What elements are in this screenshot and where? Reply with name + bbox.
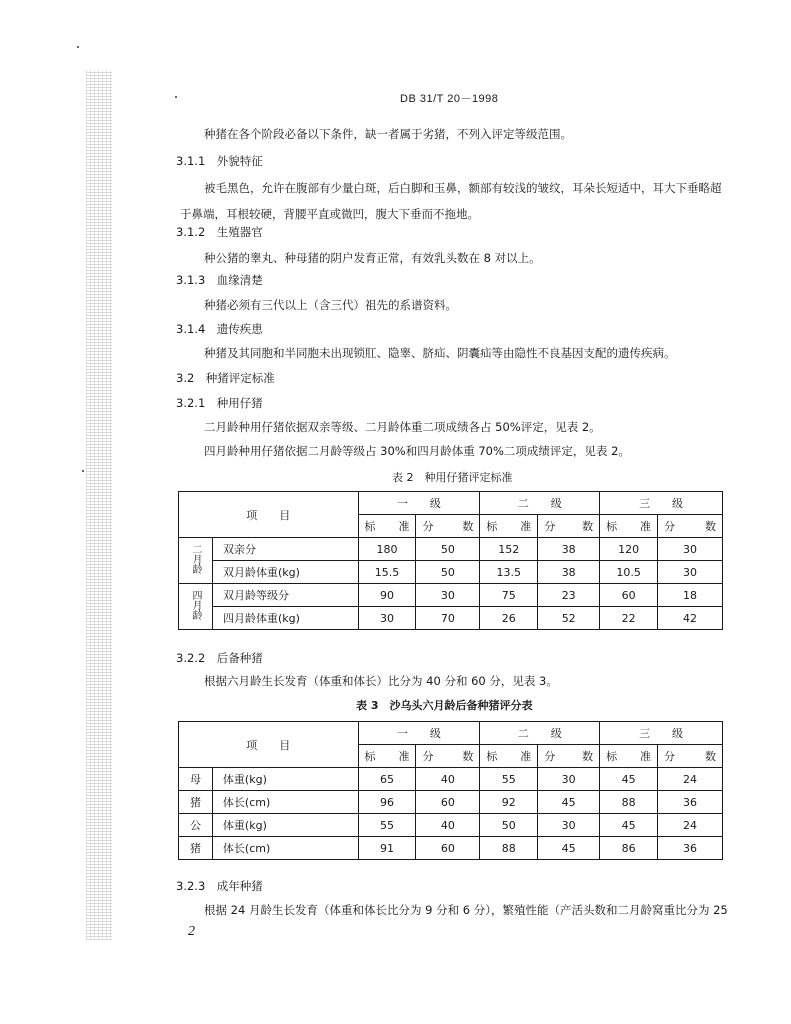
- table-3-cell: 36: [658, 837, 723, 860]
- table-3-cell: 60: [416, 791, 480, 814]
- section-3-2-3-title: 3.2.3 成年种猪: [176, 879, 263, 893]
- table-3-cell: 65: [358, 768, 416, 791]
- section-3-2-3-text: 根据 24 月龄生长发育（体重和体长比分为 9 分和 6 分），繁殖性能（产活头数和二月龄窝重比分为 25: [204, 903, 728, 917]
- table-2-grade-2: 二 级: [480, 492, 600, 515]
- table-2-item: 双月龄等级分: [212, 584, 358, 607]
- table-3-cell: 36: [658, 791, 723, 814]
- section-3-2-2-title: 3.2.2 后备种猪: [176, 651, 263, 665]
- table-3-cell: 24: [658, 768, 723, 791]
- section-3-1-4-title: 3.1.4 遗传疾患: [176, 322, 263, 336]
- section-3-1-3-text: 种猪必须有三代以上（含三代）祖先的系谱资料。: [204, 298, 457, 312]
- scan-edge-artifact: [86, 70, 112, 940]
- table-2-item-header: 项 目: [179, 492, 359, 538]
- table-3-cell: 45: [600, 768, 658, 791]
- table-3-item-header: 项 目: [179, 722, 359, 768]
- table-2-sub-score: 分 数: [658, 515, 723, 538]
- table-3-cell: 45: [538, 837, 600, 860]
- section-3-1-1-title: 3.1.1 外貌特征: [176, 154, 263, 168]
- section-3-1-3-title: 3.1.3 血缘清楚: [176, 273, 263, 287]
- intro-text: 种猪在各个阶段必备以下条件，缺一者属于劣猪，不列入评定等级范围。: [204, 127, 572, 141]
- table-3-group-label: 母: [179, 768, 213, 791]
- table-3-item: 体重(kg): [212, 814, 358, 837]
- document-code: DB 31/T 20－1998: [400, 93, 499, 105]
- table-3-cell: 88: [480, 837, 538, 860]
- table-2-cell: 90: [358, 584, 416, 607]
- table-3-item: 体长(cm): [212, 791, 358, 814]
- table-2: [178, 491, 723, 630]
- table-2-cell: 38: [538, 538, 600, 561]
- table-3-grade-1: 一 级: [358, 722, 480, 745]
- table-2-cell: 30: [658, 561, 723, 584]
- table-3-cell: 92: [480, 791, 538, 814]
- table-3-caption: 表 3 沙乌头六月龄后备种猪评分表: [356, 699, 533, 712]
- table-3-cell: 30: [538, 814, 600, 837]
- table-2-sub-standard: 标 准: [600, 515, 658, 538]
- table-3: [178, 721, 723, 860]
- table-3-item: 体长(cm): [212, 837, 358, 860]
- table-2-grade-1: 一 级: [358, 492, 480, 515]
- table-2-sub-score: 分 数: [416, 515, 480, 538]
- table-3-cell: 88: [600, 791, 658, 814]
- table-3-cell: 50: [480, 814, 538, 837]
- table-2-item: 双亲分: [212, 538, 358, 561]
- table-3-sub-standard: 标 准: [480, 745, 538, 768]
- table-3-grade-3: 三 级: [600, 722, 723, 745]
- table-3-sub-score: 分 数: [416, 745, 480, 768]
- section-3-1-2-title: 3.1.2 生殖器官: [176, 225, 263, 239]
- section-3-1-4-text: 种猪及其同胞和半同胞未出现锁肛、隐睾、脐疝、阴囊疝等由隐性不良基因支配的遗传疾病。: [204, 346, 676, 360]
- table-3-cell: 40: [416, 768, 480, 791]
- table-2-cell: 50: [416, 538, 480, 561]
- table-2-cell: 30: [658, 538, 723, 561]
- table-3-sub-score: 分 数: [658, 745, 723, 768]
- table-2-cell: 120: [600, 538, 658, 561]
- table-2-cell: 180: [358, 538, 416, 561]
- table-2-sub-standard: 标 准: [480, 515, 538, 538]
- table-3-item: 体重(kg): [212, 768, 358, 791]
- table-3-cell: 45: [600, 814, 658, 837]
- table-2-cell: 42: [658, 607, 723, 630]
- table-3-sub-score: 分 数: [538, 745, 600, 768]
- table-3-cell: 91: [358, 837, 416, 860]
- section-3-1-2-text: 种公猪的睾丸、种母猪的阴户发育正常，有效乳头数在 8 对以上。: [204, 251, 541, 265]
- table-2-sub-standard: 标 准: [358, 515, 416, 538]
- section-3-1-1-line1: 被毛黑色，允许在腹部有少量白斑，后白脚和玉鼻，额部有较浅的皱纹，耳朵长短适中，耳大下垂略超: [204, 181, 722, 195]
- table-3-cell: 60: [416, 837, 480, 860]
- table-2-group-label: 四月龄: [179, 584, 213, 630]
- table-2-cell: 13.5: [480, 561, 538, 584]
- page-number: 2: [188, 924, 195, 939]
- table-2-caption: 表 2 种用仔猪评定标准: [392, 471, 513, 484]
- table-3-cell: 96: [358, 791, 416, 814]
- table-3-cell: 24: [658, 814, 723, 837]
- table-2-cell: 50: [416, 561, 480, 584]
- table-2-cell: 15.5: [358, 561, 416, 584]
- table-2-cell: 60: [600, 584, 658, 607]
- table-3-cell: 30: [538, 768, 600, 791]
- table-3-cell: 55: [358, 814, 416, 837]
- table-3-cell: 40: [416, 814, 480, 837]
- table-2-cell: 70: [416, 607, 480, 630]
- table-2-cell: 26: [480, 607, 538, 630]
- table-3-group-label: 猪: [179, 791, 213, 814]
- section-3-2-1-text1: 二月龄种用仔猪依据双亲等级、二月龄体重二项成绩各占 50%评定，见表 2。: [204, 420, 601, 434]
- table-3-sub-standard: 标 准: [358, 745, 416, 768]
- table-3-group-label: 公: [179, 814, 213, 837]
- table-2-item: 四月龄体重(kg): [212, 607, 358, 630]
- table-2-cell: 18: [658, 584, 723, 607]
- table-3-cell: 55: [480, 768, 538, 791]
- table-2-cell: 10.5: [600, 561, 658, 584]
- scan-speck: [77, 46, 79, 48]
- table-3-grade-2: 二 级: [480, 722, 600, 745]
- section-3-2-1-text2: 四月龄种用仔猪依据二月龄等级占 30%和四月龄体重 70%二项成绩评定，见表 2。: [204, 444, 630, 458]
- section-3-1-1-line2: 于鼻端，耳根较硬，背腰平直或微凹，腹大下垂而不拖地。: [180, 207, 479, 221]
- table-2-cell: 52: [538, 607, 600, 630]
- table-2-cell: 30: [358, 607, 416, 630]
- table-3-cell: 45: [538, 791, 600, 814]
- table-2-cell: 152: [480, 538, 538, 561]
- table-2-cell: 30: [416, 584, 480, 607]
- table-2-grade-3: 三 级: [600, 492, 723, 515]
- table-2-group-label: 二月龄: [179, 538, 213, 584]
- table-3-group-label: 猪: [179, 837, 213, 860]
- table-3-sub-standard: 标 准: [600, 745, 658, 768]
- section-3-2-1-title: 3.2.1 种用仔猪: [176, 396, 263, 410]
- table-2-sub-score: 分 数: [538, 515, 600, 538]
- table-3-cell: 86: [600, 837, 658, 860]
- section-3-2-title: 3.2 种猪评定标准: [176, 371, 275, 385]
- table-2-item: 双月龄体重(kg): [212, 561, 358, 584]
- table-2-cell: 38: [538, 561, 600, 584]
- section-3-2-2-text: 根据六月龄生长发育（体重和体长）比分为 40 分和 60 分，见表 3。: [204, 674, 558, 688]
- table-2-cell: 22: [600, 607, 658, 630]
- table-2-cell: 23: [538, 584, 600, 607]
- scan-speck: [82, 470, 84, 472]
- scan-speck: [175, 96, 177, 98]
- table-2-cell: 75: [480, 584, 538, 607]
